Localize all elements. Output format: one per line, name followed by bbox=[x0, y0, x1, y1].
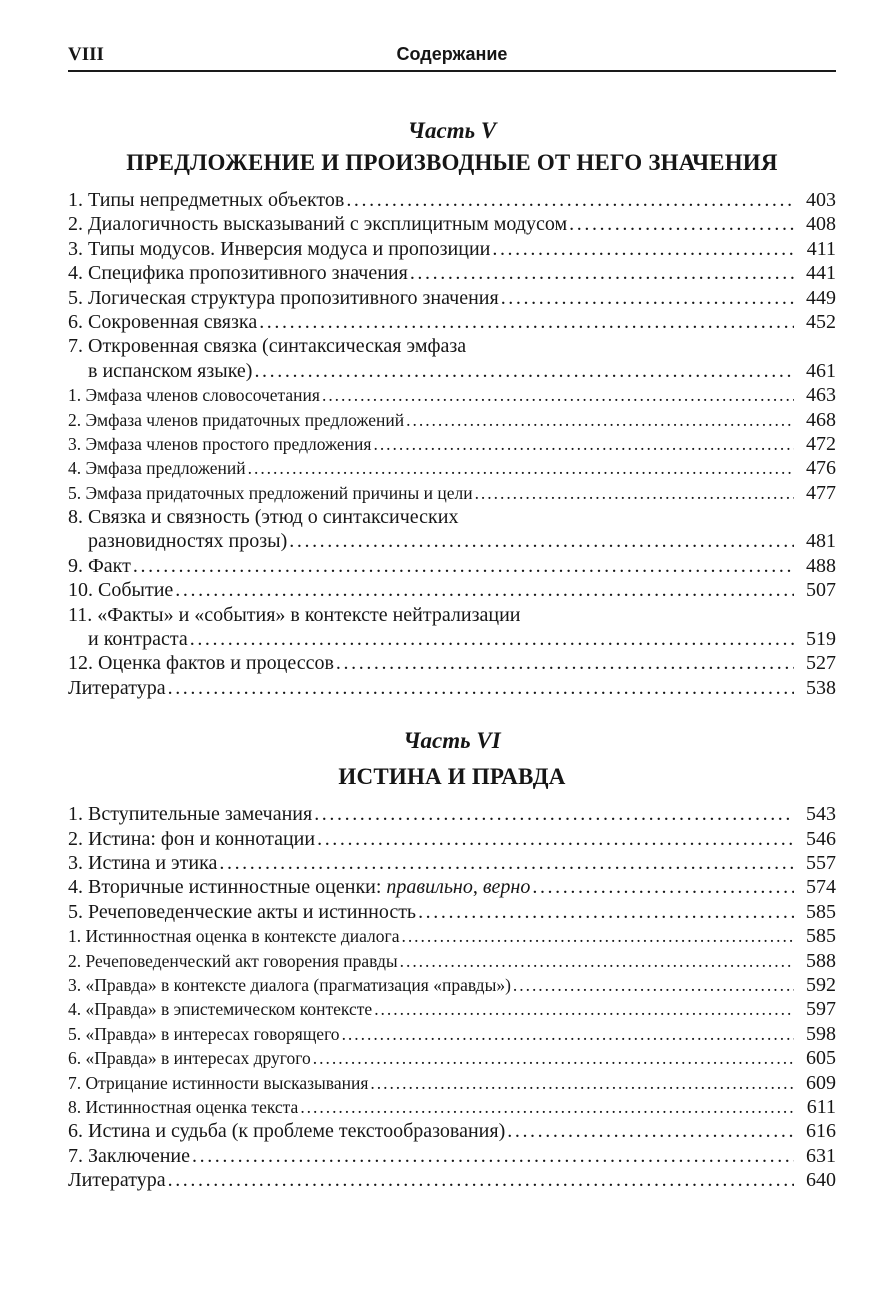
toc-entry-title-emphasis-1: правильно bbox=[386, 876, 473, 899]
toc-page bbox=[68, 40, 836, 1192]
toc-entry-page: 463 bbox=[806, 384, 836, 407]
toc-entry-page: 411 bbox=[806, 237, 836, 260]
toc-entry[interactable] bbox=[68, 237, 836, 261]
toc-entry-page: 441 bbox=[806, 262, 836, 285]
leader-dots bbox=[314, 802, 794, 826]
toc-subentry[interactable] bbox=[68, 1046, 836, 1070]
leader-dots bbox=[317, 827, 794, 851]
leader-dots bbox=[400, 949, 794, 973]
toc-entry-page: 468 bbox=[806, 408, 836, 431]
toc-entry-title: Литература bbox=[68, 1169, 166, 1192]
part-5-label: Часть V bbox=[407, 118, 497, 143]
leader-dots bbox=[248, 456, 794, 480]
toc-entry-page: 609 bbox=[806, 1071, 836, 1094]
toc-entry-page: 546 bbox=[806, 827, 836, 850]
toc-entry-page: 408 bbox=[806, 213, 836, 236]
part-6-label: Часть VI bbox=[403, 728, 501, 754]
toc-entry-page: 543 bbox=[806, 803, 836, 826]
toc-entry-title: 2. Диалогичность высказываний с эксплицитным модусом bbox=[68, 213, 568, 236]
toc-entry-title: 2. Речеповеденческий акт говорения правды bbox=[68, 950, 398, 971]
toc-entry[interactable] bbox=[68, 1119, 836, 1143]
running-head-title: Содержание bbox=[396, 44, 508, 64]
toc-entry-page: 616 bbox=[806, 1120, 836, 1143]
toc-entry-title: 3. «Правда» в контексте диалога (прагматизация «правды») bbox=[68, 974, 511, 995]
toc-entry-page: 557 bbox=[806, 851, 836, 874]
leader-dots bbox=[336, 651, 794, 675]
toc-entry[interactable] bbox=[68, 603, 836, 652]
toc-subentry[interactable] bbox=[68, 1095, 836, 1119]
leader-dots bbox=[254, 359, 794, 383]
toc-entry-bibliography[interactable] bbox=[68, 676, 836, 700]
toc-entry-title-plain: 4. Вторичные истинностные оценки: bbox=[68, 876, 387, 899]
toc-entry-title: 8. Истинностная оценка текста bbox=[68, 1096, 299, 1117]
toc-entry-title-line1: 7. Откровенная связка (синтаксическая эмфаза bbox=[68, 335, 467, 358]
leader-dots bbox=[410, 261, 794, 285]
toc-entry[interactable] bbox=[68, 851, 836, 875]
toc-entry-title: 12. Оценка фактов и процессов bbox=[68, 652, 334, 675]
toc-entry-page: 477 bbox=[806, 481, 836, 504]
toc-entry[interactable] bbox=[68, 505, 836, 554]
part-6-toc-list bbox=[68, 802, 836, 1192]
toc-subentry[interactable] bbox=[68, 924, 836, 948]
toc-entry-title-line1: 8. Связка и связность (этюд о синтаксических bbox=[68, 506, 459, 529]
toc-entry-title-line2: в испанском языке) bbox=[88, 359, 253, 382]
part-5-toc-list bbox=[68, 188, 836, 700]
leader-dots bbox=[259, 310, 794, 334]
toc-entry[interactable] bbox=[68, 188, 836, 212]
toc-entry-title: 5. Эмфаза придаточных предложений причины и цели bbox=[68, 482, 473, 503]
toc-entry-title: 1. Вступительные замечания bbox=[68, 803, 313, 826]
toc-entry-page: 574 bbox=[806, 876, 836, 899]
toc-subentry[interactable] bbox=[68, 432, 836, 456]
leader-dots bbox=[406, 408, 794, 432]
toc-entry[interactable] bbox=[68, 334, 836, 383]
toc-entry-title: 2. Истина: фон и коннотации bbox=[68, 827, 316, 850]
toc-entry[interactable] bbox=[68, 875, 836, 899]
toc-entry[interactable] bbox=[68, 554, 836, 578]
toc-entry-bibliography[interactable] bbox=[68, 1168, 836, 1192]
toc-subentry[interactable] bbox=[68, 949, 836, 973]
leader-dots bbox=[175, 578, 794, 602]
toc-entry-title-emphasis-2: верно bbox=[482, 876, 531, 899]
toc-entry-page: 507 bbox=[806, 579, 836, 602]
toc-entry-title: 2. Эмфаза членов придаточных предложений bbox=[68, 409, 405, 430]
page-number: VIII bbox=[68, 44, 104, 65]
toc-entry[interactable] bbox=[68, 286, 836, 310]
leader-dots bbox=[300, 1095, 794, 1119]
toc-entry-title: 7. Заключение bbox=[68, 1144, 190, 1167]
toc-entry-page: 538 bbox=[806, 676, 836, 699]
toc-entry-page: 640 bbox=[806, 1169, 836, 1192]
toc-entry-page: 461 bbox=[806, 359, 836, 382]
toc-entry[interactable] bbox=[68, 310, 836, 334]
toc-subentry[interactable] bbox=[68, 408, 836, 432]
toc-subentry[interactable] bbox=[68, 481, 836, 505]
toc-entry-title: 7. Отрицание истинности высказывания bbox=[68, 1072, 369, 1093]
toc-entry-page: 597 bbox=[806, 998, 836, 1021]
toc-subentry[interactable] bbox=[68, 997, 836, 1021]
toc-subentry[interactable] bbox=[68, 973, 836, 997]
toc-entry-page: 611 bbox=[806, 1095, 836, 1118]
leader-dots bbox=[492, 237, 794, 261]
toc-entry-title: 1. Истинностная оценка в контексте диалога bbox=[68, 926, 400, 947]
toc-entry-title: 4. «Правда» в эпистемическом контексте bbox=[68, 999, 373, 1020]
toc-subentry[interactable] bbox=[68, 1071, 836, 1095]
toc-entry-title: 4. Эмфаза предложений bbox=[68, 458, 246, 479]
leader-dots bbox=[501, 286, 794, 310]
part-6-title: ИСТИНА И ПРАВДА bbox=[338, 764, 566, 790]
leader-dots bbox=[190, 627, 794, 651]
toc-entry-page: 527 bbox=[806, 652, 836, 675]
toc-entry-title: 1. Типы непредметных объектов bbox=[68, 189, 345, 211]
leader-dots bbox=[313, 1046, 794, 1070]
toc-entry-title: 1. Эмфаза членов словосочетания bbox=[68, 385, 320, 406]
toc-entry[interactable] bbox=[68, 802, 836, 826]
toc-entry-title: 3. Эмфаза членов простого предложения bbox=[68, 433, 372, 454]
toc-entry-title bbox=[68, 875, 530, 899]
toc-entry-title: 4. Специфика пропозитивного значения bbox=[68, 262, 408, 285]
toc-entry-title: Литература bbox=[68, 676, 166, 699]
toc-entry-title: 6. Сокровенная связка bbox=[68, 310, 258, 333]
toc-entry-page: 519 bbox=[806, 628, 836, 651]
leader-dots bbox=[342, 1022, 794, 1046]
leader-dots bbox=[475, 481, 794, 505]
toc-entry-title: 6. Истина и судьба (к проблеме текстообразования) bbox=[68, 1120, 506, 1143]
toc-entry-title: 3. Типы модусов. Инверсия модуса и пропозиции bbox=[68, 237, 491, 260]
toc-entry-page: 481 bbox=[806, 530, 836, 553]
toc-entry[interactable] bbox=[68, 651, 836, 675]
leader-dots bbox=[133, 554, 794, 578]
leader-dots bbox=[289, 529, 794, 553]
toc-entry-title-line1: 11. «Факты» и «события» в контексте нейтрализации bbox=[68, 603, 521, 626]
toc-entry-page: 585 bbox=[806, 925, 836, 948]
leader-dots bbox=[322, 383, 794, 407]
toc-subentry[interactable] bbox=[68, 456, 836, 480]
leader-dots bbox=[569, 212, 794, 236]
toc-entry-page: 585 bbox=[806, 900, 836, 923]
leader-dots bbox=[219, 851, 794, 875]
toc-entry-page: 449 bbox=[806, 286, 836, 309]
toc-entry-page: 631 bbox=[806, 1144, 836, 1167]
leader-dots bbox=[373, 432, 794, 456]
leader-dots bbox=[507, 1119, 794, 1143]
toc-entry[interactable] bbox=[68, 827, 836, 851]
toc-entry-page: 452 bbox=[806, 310, 836, 333]
toc-entry[interactable] bbox=[68, 900, 836, 924]
toc-entry-page: 605 bbox=[806, 1047, 836, 1070]
leader-dots bbox=[168, 1168, 794, 1192]
leader-dots bbox=[346, 188, 794, 212]
toc-entry[interactable] bbox=[68, 212, 836, 236]
toc-entry-title-separator: , bbox=[472, 876, 483, 899]
toc-entry-page: 472 bbox=[806, 432, 836, 455]
toc-entry-page: 488 bbox=[806, 554, 836, 577]
toc-entry-title: 9. Факт bbox=[68, 554, 131, 577]
leader-dots bbox=[418, 900, 794, 924]
toc-entry-page: 403 bbox=[806, 189, 836, 211]
toc-entry-title: 3. Истина и этика bbox=[68, 851, 218, 874]
toc-entry-title: 5. Логическая структура пропозитивного значения bbox=[68, 286, 499, 309]
part-5-title: ПРЕДЛОЖЕНИЕ И ПРОИЗВОДНЫЕ ОТ НЕГО ЗНАЧЕНИЯ bbox=[126, 150, 778, 175]
leader-dots bbox=[374, 997, 794, 1021]
toc-subentry[interactable] bbox=[68, 383, 836, 407]
toc-entry[interactable] bbox=[68, 1144, 836, 1168]
leader-dots bbox=[401, 924, 794, 948]
leader-dots bbox=[192, 1144, 794, 1168]
toc-entry-page: 588 bbox=[806, 949, 836, 972]
leader-dots bbox=[168, 676, 794, 700]
toc-subentry[interactable] bbox=[68, 1022, 836, 1046]
leader-dots bbox=[532, 875, 794, 899]
toc-entry-title-line2: и контраста bbox=[88, 628, 188, 651]
toc-entry[interactable] bbox=[68, 578, 836, 602]
toc-entry-page: 598 bbox=[806, 1022, 836, 1045]
running-head bbox=[68, 40, 836, 72]
toc-entry-title: 10. Событие bbox=[68, 579, 174, 602]
toc-entry-title: 6. «Правда» в интересах другого bbox=[68, 1048, 311, 1069]
toc-entry-title-line2: разновидностях прозы) bbox=[88, 530, 288, 553]
toc-entry-title: 5. «Правда» в интересах говорящего bbox=[68, 1023, 340, 1044]
toc-entry-title: 5. Речеповеденческие акты и истинность bbox=[68, 900, 417, 923]
leader-dots bbox=[370, 1071, 794, 1095]
toc-entry[interactable] bbox=[68, 261, 836, 285]
leader-dots bbox=[513, 973, 794, 997]
toc-entry-page: 592 bbox=[806, 973, 836, 996]
toc-entry-page: 476 bbox=[806, 457, 836, 480]
